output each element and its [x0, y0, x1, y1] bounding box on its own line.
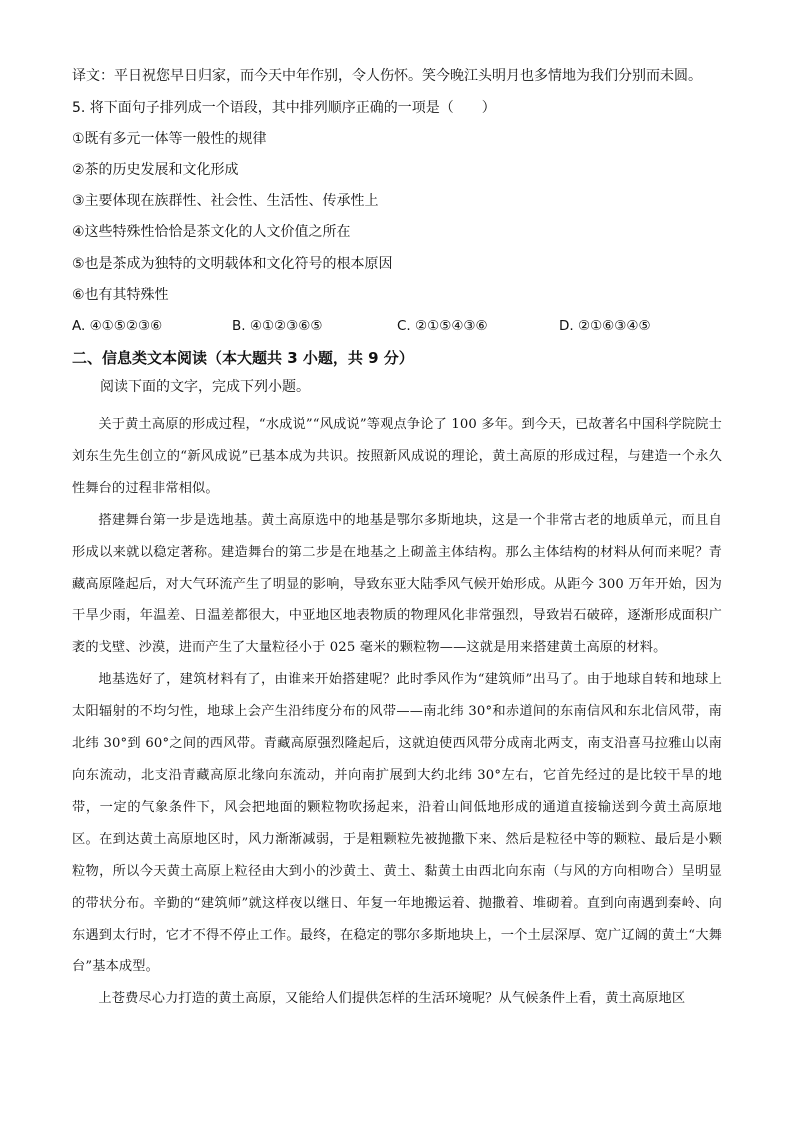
translation-line: 译文：平日祝您早日归家，而今天中年作别，令人伤怀。笑今晚江头明月也多情地为我们分别而未圆。: [72, 68, 702, 84]
sentence-2: ②茶的历史发展和文化形成: [72, 162, 239, 178]
reading-passage: [72, 409, 722, 1015]
passage-paragraph-2: 搭建舞台第一步是选地基。黄土高原选中的地基是鄂尔多斯地块，这是一个非常古老的地质单元，而且自形成以来就以稳定著称。建造舞台的第二步是在地基之上砌盖主体结构。那么主体结构的材料从何而来呢？青藏高原隆起后，对大气环流产生了明显的影响，导致东亚大陆季风气候开始形成。从距今 300 万年开始，因为干旱少雨，年温差、日温差都很大，中亚地区地表物质的物理风化非常强烈，导致岩石破碎，逐渐形成面积广袤的戈壁、沙漠，进而产生了大量粒径小于 025 毫米的颗粒物——这就是用来搭建黄土高原的材料。: [72, 512, 722, 656]
sentence-5: ⑤也是茶成为独特的文明载体和文化符号的根本原因: [72, 256, 393, 272]
passage-paragraph-1: 关于黄土高原的形成过程，“水成说”“风成说”等观点争论了 100 多年。到今天，已故著名中国科学院院士刘东生先生创立的“新风成说”已基本成为共识。按照新风成说的理论，黄土高原的形成过程，与建造一个永久性舞台的过程非常相似。: [72, 417, 722, 496]
sentence-4: ④这些特殊性恰恰是茶文化的人文价值之所在: [72, 224, 351, 240]
option-c: C. ②①⑤④③⑥: [397, 318, 488, 334]
answer-options: [72, 316, 732, 336]
passage-paragraph-3: 地基选好了，建筑材料有了，由谁来开始搭建呢？此时季风作为“建筑师”出马了。由于地球自转和地球上太阳辐射的不均匀性，地球上会产生沿纬度分布的风带——南北纬 30°和赤道间的东南信风和东北信风带，南北纬 30°到 60°之间的西风带。青藏高原强烈隆起后，这就迫使西风带分成南北两支，南支沿喜马拉雅山以南向东流动，北支沿青藏高原北缘向东流动，并向南扩展到大约北纬 30°左右，它首先经过的是比较干旱的地带，一定的气象条件下，风会把地面的颗粒物吹扬起来，沿着山间低地形成的通道直接输送到今黄土高原地区。在到达黄土高原地区时，风力渐渐减弱，于是粗颗粒先被抛撒下来、然后是粒径中等的颗粒、最后是小颗粒物，所以今天黄土高原上粒径由大到小的沙黄土、黄土、黏黄土由西北向东南（与风的方向相吻合）呈明显的带状分布。辛勤的“建筑师”就这样夜以继日、年复一年地搬运着、抛撒着、堆砌着。直到向南遇到秦岭、向东遇到太行时，它才不得不停止工作。最终，在稳定的鄂尔多斯地块上，一个土层深厚、宽广辽阔的黄土“大舞台”基本成型。: [72, 672, 722, 975]
option-d: D. ②①⑥③④⑤: [559, 318, 651, 334]
option-a: A. ④①⑤②③⑥: [72, 318, 163, 334]
sentence-1: ①既有多元一体等一般性的规律: [72, 131, 267, 147]
question-5-stem: 5. 将下面句子排列成一个语段，其中排列顺序正确的一项是（ ）: [72, 100, 496, 116]
section-heading: 二、信息类文本阅读（本大题共 3 小题，共 9 分）: [72, 349, 414, 367]
sentence-3: ③主要体现在族群性、社会性、生活性、传承性上: [72, 193, 379, 209]
option-b: B. ④①②③⑥⑤: [232, 318, 323, 334]
reading-instruction: 阅读下面的文字，完成下列小题。: [100, 379, 310, 395]
passage-paragraph-4: 上苍费尽心力打造的黄土高原，又能给人们提供怎样的生活环境呢？从气候条件上看，黄土高原地区: [98, 991, 686, 1007]
sentence-6: ⑥也有其特殊性: [72, 287, 169, 303]
